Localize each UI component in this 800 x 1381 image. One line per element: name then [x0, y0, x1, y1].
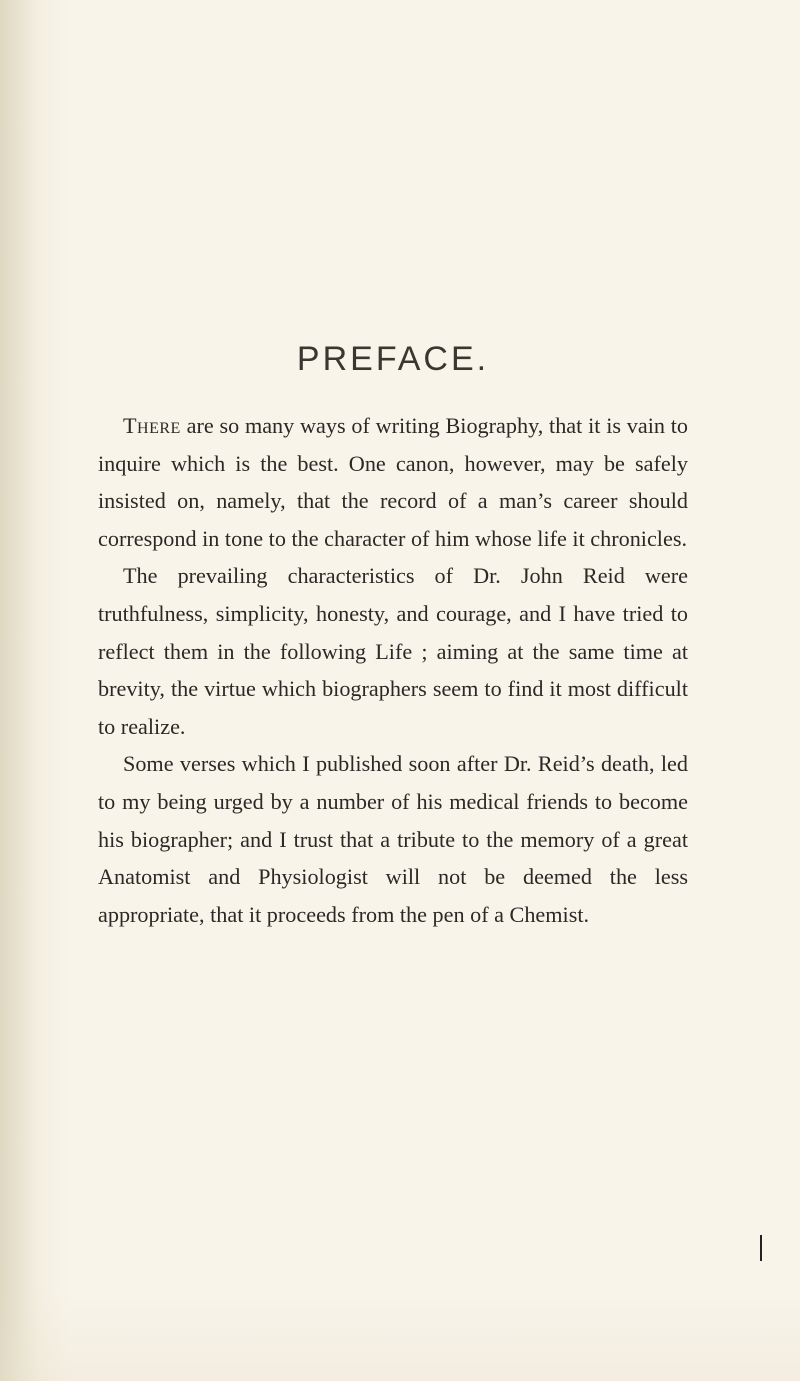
paragraph-lead-word: There — [123, 413, 181, 438]
margin-mark — [760, 1235, 762, 1261]
preface-paragraph-3 — [98, 745, 688, 933]
paragraph-text: are so many ways of writing Biography, that it is vain to inquire which is the best. One canon, however, may be safely insisted on, namely, that the record of a man’s career should correspond in tone to the character of him whose life it chronicles. — [98, 413, 688, 551]
page-bottom-tone — [0, 1291, 800, 1381]
preface-page — [98, 340, 688, 933]
paragraph-text: Some verses which I published soon after Dr. Reid’s death, led to my being urged by a number of his medical friends to become his biographer; and I trust that a tribute to the memory of a great Anatomist and Physiologist will not be deemed the less appropriate, that it proceeds from the pen of a Chemist. — [98, 751, 688, 927]
page-title: PREFACE. — [296, 340, 490, 378]
page-edge-shadow — [0, 0, 70, 1381]
preface-paragraph-2 — [98, 557, 688, 745]
paragraph-text: The prevailing characteristics of Dr. John Reid were truthfulness, simplicity, honesty, and courage, and I have tried to reflect them in the following Life ; aiming at the same time at brevity, the virtue which biographers seem to find it most difficult to realize. — [98, 563, 688, 739]
preface-paragraph-1 — [98, 407, 688, 557]
